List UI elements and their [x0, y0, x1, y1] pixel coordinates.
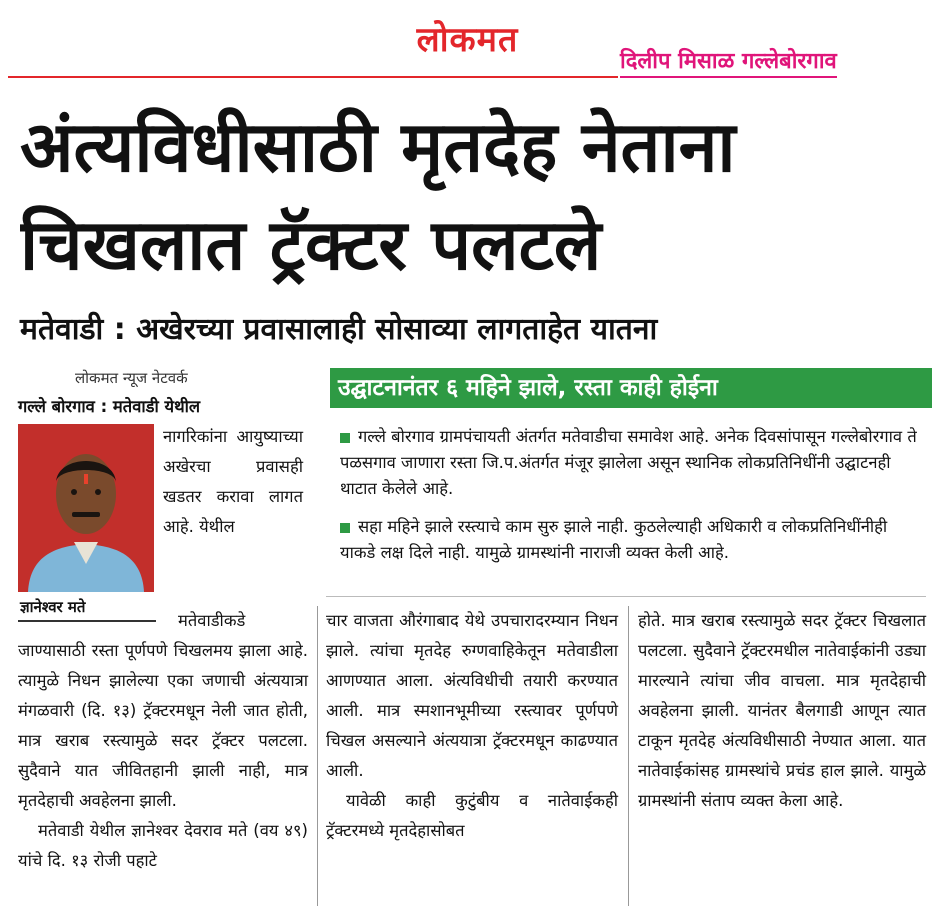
- sidebox-bullet-text: गल्ले बोरगाव ग्रामपंचायती अंतर्गत मतेवाडीचा समावेश आहे. अनेक दिवसांपासून गल्लेबोरगाव ते पळसगाव जाणारा रस्ता जि.प.अंतर्गत मंजूर झालेला असून स्थानिक लोकप्रतिनिधींनी उद्घाटनही थाटात केलेले आहे.: [340, 427, 917, 498]
- sidebox-bullet: [340, 424, 926, 502]
- column-divider: [317, 606, 318, 906]
- sidebox-bullet-text: सहा महिने झाले रस्त्याचे काम सुरु झाले नाही. कुठलेल्याही अधिकारी व लोकप्रतिनिधींनीही याकडे लक्ष दिले नाही. यामुळे ग्रामस्थांनी नाराजी व्यक्त केली आहे.: [340, 517, 888, 562]
- photo-caption: ज्ञानेश्वर मते: [20, 598, 86, 616]
- news-network-credit: लोकमत न्यूज नेटवर्क: [75, 369, 188, 387]
- sidebox-bullet: [340, 514, 926, 566]
- bullet-square-icon: [340, 523, 350, 533]
- portrait-image: [18, 424, 154, 592]
- column-2-paragraph-2: यावेळी काही कुटुंबीय व नातेवाईकही ट्रॅक्टरमध्ये मृतदेहासोबत: [326, 791, 618, 840]
- headline-line-2: चिखलात ट्रॅक्टर पलटले: [20, 204, 602, 286]
- bullet-square-icon: [340, 433, 350, 443]
- column-1-paragraph-2: मतेवाडी येथील ज्ञानेश्वर देवराव मते (वय ४९) यांचे दि. १३ रोजी पहाटे: [18, 821, 308, 870]
- column-divider: [628, 606, 629, 906]
- portrait-photo: [18, 424, 154, 592]
- sidebox-rule: [326, 596, 926, 597]
- article-column-1: [18, 606, 308, 876]
- article-column-2: [326, 606, 618, 846]
- masthead-rule: [8, 76, 618, 78]
- subheadline: मतेवाडी : अखेरच्या प्रवासालाही सोसाव्या लागताहेत यातना: [20, 312, 658, 347]
- column-2-paragraph-1: चार वाजता औरंगाबाद येथे उपचारादरम्यान निधन झाले. त्यांचा मृतदेह रुग्णवाहिकेतून मतेवाडीला आणण्यात आला. अंत्यविधीची तयारी करण्यात आली. मात्र स्मशानभूमीच्या रस्त्यावर पूर्णपणे चिखल असल्याने अंत्ययात्रा ट्रॅक्टरमधून काढण्यात आली.: [326, 611, 618, 780]
- article-lead: [18, 392, 308, 422]
- sidebox-title: उद्घाटनानंतर ६ महिने झाले, रस्ता काही होईना: [330, 368, 932, 408]
- dateline: गल्ले बोरगाव : मतेवाडी येथील: [18, 397, 201, 416]
- column-3-paragraph-1: होते. मात्र खराब रस्त्यामुळे सदर ट्रॅक्टर चिखलात पलटला. सुदैवाने ट्रॅक्टरमधील नातेवाईकांनी उड्या मारल्याने त्यांचा जीव वाचला. मात्र मृतदेहाची अवहेलना झाली. यानंतर बैलगाडी आणून त्यात टाकून मृतदेह अंत्यविधीसाठी नेण्यात आला. यात नातेवाईकांसह ग्रामस्थांचे प्रचंड हाल झाले. यामुळे ग्रामस्थांनी संताप व्यक्त केला आहे.: [638, 611, 926, 810]
- article-lead-wrap: नागरिकांना आयुष्याच्या अखेरचा प्रवासही खडतर करावा लागत आहे. येथील: [163, 427, 303, 536]
- newspaper-logo: लोकमत: [416, 20, 519, 60]
- article-column-3: [638, 606, 926, 816]
- byline: दिलीप मिसाळ गल्लेबोरगाव: [620, 48, 837, 78]
- column-1-paragraph-1: मतेवाडीकडे जाण्यासाठी रस्ता पूर्णपणे चिखलमय झाला आहे. त्यामुळे निधन झालेल्या एका जणाची अंत्ययात्रा मंगळवारी (दि. १३) ट्रॅक्टरमधून नेली जात होती, मात्र खराब रस्त्यामुळे सदर ट्रॅक्टर पलटला. सुदैवाने यात जीवितहानी झाली नाही, मात्र मृतदेहाची अवहेलना झाली.: [18, 611, 308, 810]
- headline-line-1: अंत्यविधीसाठी मृतदेह नेताना: [20, 106, 736, 188]
